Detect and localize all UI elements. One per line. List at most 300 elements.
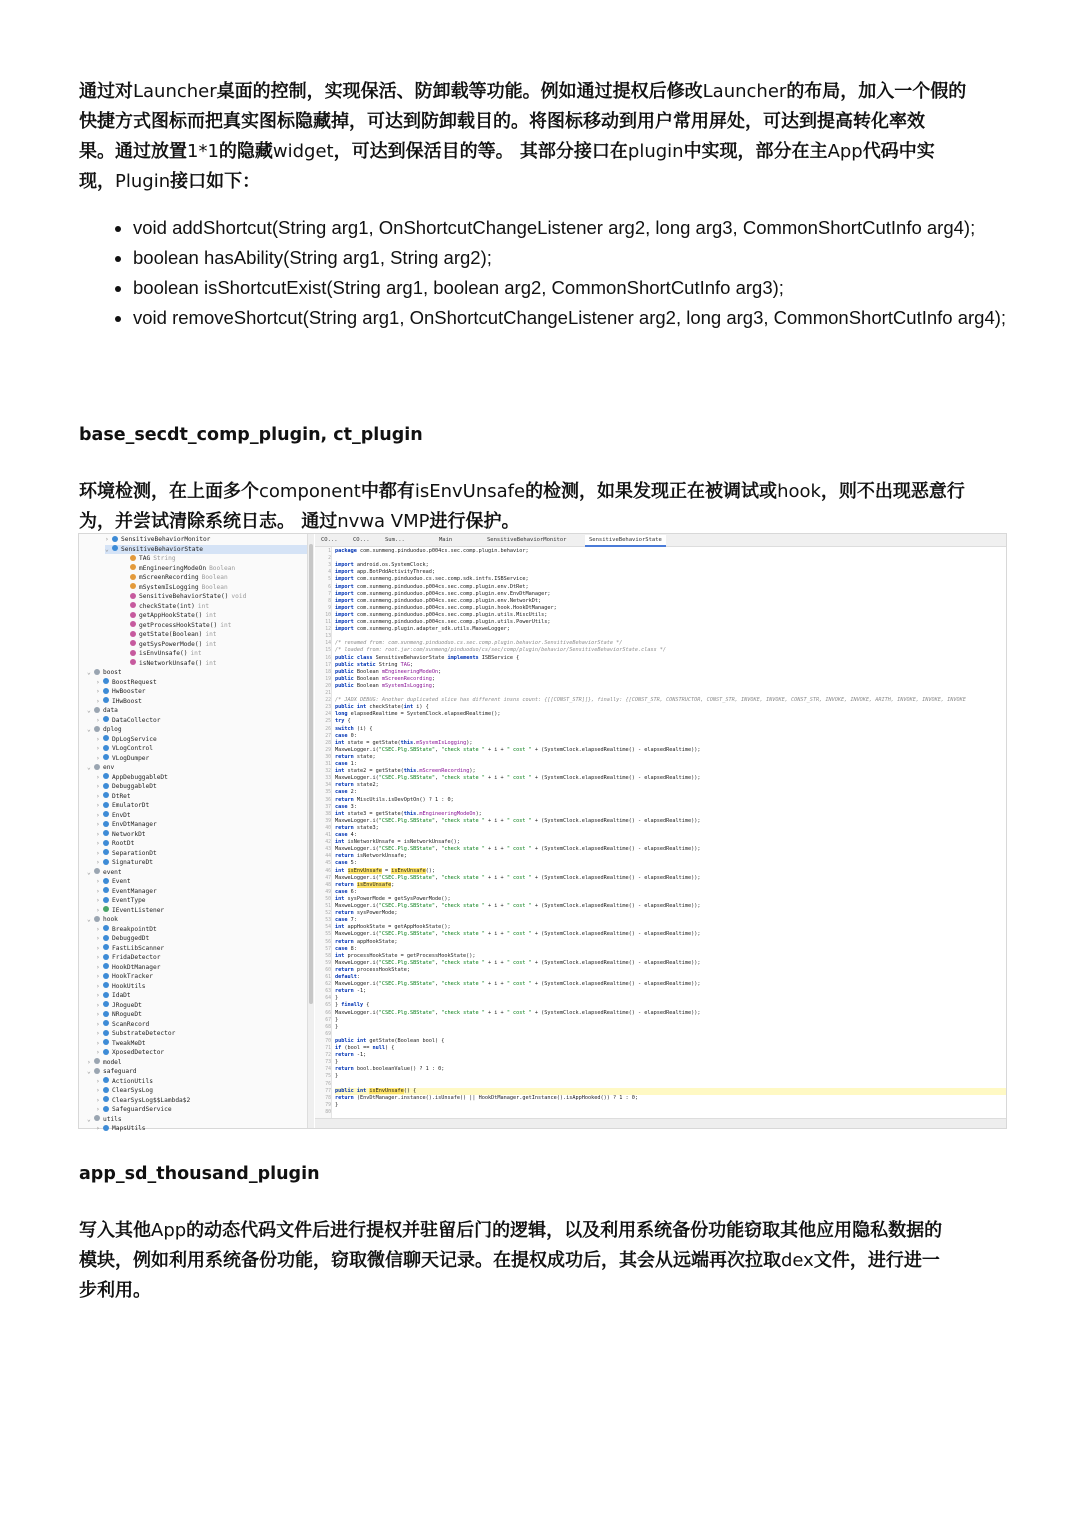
- code-line: [328, 548, 529, 555]
- line-number: 20: [325, 683, 331, 689]
- line-number: 21: [325, 691, 331, 696]
- tree-node[interactable]: [123, 602, 307, 611]
- expand-arrow-icon[interactable]: ›: [96, 802, 100, 809]
- node-type-icon: [103, 783, 109, 789]
- line-number: 25: [325, 719, 331, 725]
- tree-node-label: HookDtManager: [112, 963, 161, 971]
- tree-node[interactable]: [123, 564, 307, 573]
- tree-node[interactable]: [123, 649, 307, 658]
- tree-node[interactable]: [105, 535, 307, 544]
- code-line: [325, 817, 701, 825]
- expand-arrow-icon[interactable]: ›: [96, 963, 100, 971]
- expand-arrow-icon[interactable]: ›: [96, 1106, 100, 1113]
- expand-arrow-icon[interactable]: ›: [96, 897, 100, 904]
- line-number: 12: [325, 627, 331, 633]
- line-number: 62: [325, 982, 331, 988]
- tree-node-label: BoostRequest: [112, 678, 157, 686]
- code-text: MaxweLogger.i("CSEC.Plg.SBState", "check state " + i + " cost " + (SystemClock.elapsedRealtime() - elapsedRealtime));: [335, 981, 701, 988]
- tree-node[interactable]: [96, 1029, 307, 1038]
- expand-arrow-icon[interactable]: ⌄: [87, 868, 91, 876]
- tree-node-label: HookUtils: [112, 982, 146, 990]
- node-type-icon: [94, 669, 100, 675]
- code-text: /* JADX DEBUG: Another duplicated slice has different insns count: {[[CONST_STR]]}, finally: {[CONST_STR, CONSTRUCTOR, CONST_STR, INVOKE, INVOKE, CONST_STR, INVOKE, INVOKE, ARITH, INVOKE, INVOKE, INVOKE: [335, 697, 966, 704]
- tree-node-label: env: [103, 764, 115, 771]
- node-type-icon: [103, 878, 109, 884]
- code-line: [325, 860, 357, 867]
- editor-tab[interactable]: CO...: [353, 537, 370, 543]
- code-line: [325, 682, 435, 690]
- expand-arrow-icon[interactable]: ›: [96, 944, 100, 952]
- code-line: [325, 945, 357, 953]
- code-text: /* renamed from: com.xunmeng.pinduoduo.cs.sec.comp.plugin.behavior.SensitiveBehaviorState */: [335, 640, 623, 647]
- tree-node[interactable]: [96, 678, 307, 687]
- tree-node[interactable]: [96, 716, 307, 725]
- decompiler-screenshot: [78, 533, 1007, 1132]
- node-type-icon: [103, 935, 109, 941]
- tree-node-label: JRogueDt: [112, 1001, 142, 1009]
- node-type-icon: [103, 811, 109, 817]
- code-line: [325, 867, 435, 875]
- tree-node[interactable]: [96, 811, 307, 820]
- node-type-icon: [103, 954, 109, 960]
- expand-arrow-icon[interactable]: ›: [96, 1087, 100, 1094]
- expand-arrow-icon[interactable]: ›: [96, 1096, 100, 1104]
- line-number: 58: [325, 953, 331, 959]
- line-number: 35: [325, 790, 331, 796]
- node-type-icon: [103, 982, 109, 988]
- tree-node-label: getState(Boolean): [139, 631, 203, 638]
- tree-node-label: VLogControl: [112, 745, 153, 752]
- tree-node[interactable]: [123, 592, 307, 601]
- code-line: [325, 725, 373, 733]
- expand-arrow-icon[interactable]: ›: [96, 716, 100, 724]
- line-number: 17: [325, 662, 331, 668]
- code-text: case 2:: [335, 789, 357, 796]
- code-text: case 6:: [335, 888, 357, 895]
- section-heading-thousand: app_sd_thousand_plugin: [79, 1164, 320, 1184]
- thousand-plugin-paragraph: [79, 1216, 1004, 1306]
- tree-node-label: NetworkDt: [112, 830, 146, 838]
- tree-node[interactable]: [96, 982, 307, 991]
- code-text: /* loaded from: root.jar:com/xunmeng/pinduoduo/cs/sec/comp/plugin/behavior/SensitiveBehaviorState.class */: [335, 647, 667, 654]
- code-text: return isEnvUnsafe;: [335, 881, 395, 888]
- code-text: int isNetworkUnsafe = isNetworkUnsafe();: [335, 839, 460, 846]
- line-number: 6: [328, 584, 331, 590]
- expand-arrow-icon[interactable]: ›: [96, 830, 100, 838]
- node-type-icon: [103, 754, 109, 760]
- code-line: [325, 981, 701, 988]
- tree-node[interactable]: [96, 972, 307, 981]
- code-line: [325, 810, 482, 818]
- expand-arrow-icon[interactable]: ›: [96, 811, 100, 819]
- line-number: 7: [328, 591, 331, 597]
- code-line: [325, 732, 357, 740]
- tree-node-label: IHwBoost: [112, 697, 142, 705]
- line-number: 49: [325, 889, 331, 895]
- tree-node-label: SensitiveBehaviorMonitor: [121, 536, 211, 543]
- intro-line-2: 快捷方式图标而把真实图标隐藏掉，可达到防卸载目的。将图标移动到用户常用屏处，可达到提高转化率效: [79, 111, 925, 132]
- tree-scrollbar-thumb[interactable]: [309, 544, 313, 1004]
- tree-node[interactable]: [87, 1115, 307, 1124]
- intro-paragraph: [79, 77, 1004, 197]
- tree-node[interactable]: [96, 1077, 307, 1086]
- expand-arrow-icon[interactable]: ›: [96, 697, 100, 705]
- line-number: 70: [325, 1038, 331, 1044]
- line-number: 47: [325, 875, 331, 881]
- code-line: [328, 590, 551, 598]
- tree-node-label: model: [103, 1058, 122, 1066]
- tree-node-label: isNetworkUnsafe(): [139, 659, 203, 667]
- code-line: [325, 952, 476, 960]
- expand-arrow-icon[interactable]: ›: [96, 982, 100, 990]
- tree-node[interactable]: [96, 782, 307, 791]
- tree-node[interactable]: [96, 1010, 307, 1019]
- tree-node[interactable]: [96, 1105, 307, 1114]
- tree-node[interactable]: [96, 830, 307, 839]
- code-text: int isEnvUnsafe = isEnvUnsafe();: [335, 867, 435, 874]
- code-line: [325, 711, 501, 718]
- code-line: [325, 718, 351, 725]
- tree-node-label: ClearSysLog$$Lambda$2: [112, 1096, 191, 1104]
- tree-node-label: SubstrateDetector: [112, 1030, 176, 1037]
- tree-node[interactable]: [96, 963, 307, 972]
- node-type-icon: [103, 1125, 109, 1131]
- list-item: • boolean hasAbility(String arg1, String arg2);: [133, 243, 1033, 273]
- tree-node-type: void: [231, 593, 247, 600]
- tree-node-label: DebuggableDt: [112, 783, 157, 790]
- expand-arrow-icon[interactable]: ›: [96, 840, 100, 847]
- expand-arrow-icon[interactable]: ›: [96, 878, 100, 885]
- expand-arrow-icon[interactable]: ›: [87, 1058, 91, 1066]
- plugin-interface-list: [108, 213, 1033, 333]
- tree-node[interactable]: [96, 801, 307, 810]
- line-number: 11: [325, 620, 331, 625]
- tree-node-label: EventType: [112, 897, 146, 904]
- expand-arrow-icon[interactable]: ›: [96, 1001, 100, 1009]
- expand-arrow-icon[interactable]: ›: [96, 792, 100, 800]
- tree-node-type: Boolean: [209, 564, 236, 572]
- code-text: case 1:: [335, 761, 357, 767]
- node-type-icon: [130, 621, 136, 627]
- line-number: 36: [325, 797, 331, 803]
- tree-node-label: MapsUtils: [112, 1125, 146, 1132]
- code-line: [325, 1052, 367, 1059]
- tree-node[interactable]: [87, 668, 307, 677]
- tree-node-label: mEngineeringModeOn: [139, 564, 207, 572]
- line-number: 48: [325, 882, 331, 888]
- line-number: 55: [325, 932, 331, 938]
- line-number: 61: [325, 975, 331, 980]
- node-type-icon: [103, 716, 109, 722]
- node-type-icon: [103, 792, 109, 798]
- code-text: }: [335, 1059, 339, 1066]
- code-line: [325, 917, 357, 924]
- expand-arrow-icon[interactable]: ›: [96, 1020, 100, 1028]
- tree-node-type: int: [205, 612, 217, 619]
- line-number: 59: [325, 960, 331, 966]
- tree-node-label: HwBooster: [112, 688, 146, 695]
- code-text: MaxweLogger.i("CSEC.Plg.SBState", "check state " + i + " cost " + (SystemClock.elapsedRealtime() - elapsedRealtime));: [335, 817, 701, 824]
- tree-node[interactable]: [96, 687, 307, 696]
- expand-arrow-icon[interactable]: ›: [96, 954, 100, 961]
- tree-node[interactable]: [123, 554, 307, 563]
- tree-node[interactable]: [96, 744, 307, 753]
- code-text: } finally {: [335, 1002, 370, 1009]
- node-type-icon: [130, 631, 136, 637]
- tree-node-label: ScanRecord: [112, 1020, 150, 1028]
- line-number: 31: [325, 762, 331, 767]
- editor-tab[interactable]: Main: [439, 537, 453, 543]
- tree-node[interactable]: [123, 640, 307, 649]
- line-number: 74: [325, 1067, 331, 1073]
- code-text: import com.xunmeng.pinduoduo.p004cs.sec.comp.plugin.env.EnvDtManager;: [335, 590, 551, 597]
- line-number: 40: [325, 825, 331, 831]
- expand-arrow-icon[interactable]: ›: [96, 773, 100, 781]
- node-type-icon: [94, 764, 100, 770]
- code-text: import com.xunmeng.pinduoduo.p004cs.sec.comp.plugin.utils.MiscUtils;: [335, 611, 548, 618]
- tree-node[interactable]: [96, 906, 307, 915]
- expand-arrow-icon[interactable]: ›: [96, 754, 100, 762]
- tree-node[interactable]: [96, 1096, 307, 1105]
- expand-arrow-icon[interactable]: ›: [96, 935, 100, 942]
- tree-node-label: RootDt: [112, 840, 135, 847]
- tree-node[interactable]: [96, 934, 307, 943]
- tree-node-label: SeparationDt: [112, 849, 157, 857]
- expand-arrow-icon[interactable]: ›: [96, 678, 100, 686]
- node-type-icon: [103, 1049, 109, 1055]
- node-type-icon: [103, 1020, 109, 1026]
- line-number: 27: [325, 733, 331, 739]
- tree-node[interactable]: [96, 1039, 307, 1048]
- code-text: public static String TAG;: [335, 661, 414, 668]
- expand-arrow-icon[interactable]: ›: [96, 1077, 100, 1085]
- code-line: [325, 619, 551, 626]
- expand-arrow-icon[interactable]: ›: [96, 688, 100, 695]
- tree-node[interactable]: [96, 991, 307, 1000]
- tree-node[interactable]: [123, 621, 307, 630]
- line-number: 29: [325, 747, 331, 753]
- expand-arrow-icon[interactable]: ›: [96, 849, 100, 857]
- expand-arrow-icon[interactable]: ›: [105, 536, 109, 543]
- tree-node[interactable]: [87, 915, 307, 924]
- tree-node-label: TAG: [139, 555, 151, 562]
- code-text: return state3;: [335, 824, 379, 831]
- tree-node[interactable]: [96, 877, 307, 886]
- env-check-paragraph: [79, 477, 1004, 537]
- line-number: 56: [325, 939, 331, 945]
- node-type-icon: [103, 887, 109, 893]
- code-text: public int getState(Boolean bool) {: [335, 1037, 445, 1044]
- tree-node[interactable]: [96, 792, 307, 801]
- tree-node[interactable]: [96, 1048, 307, 1057]
- editor-tab[interactable]: SensitiveBehaviorState: [585, 535, 666, 547]
- node-type-icon: [103, 1077, 109, 1083]
- code-text: switch (i) {: [335, 725, 373, 732]
- line-number: 65: [325, 1003, 331, 1009]
- code-line: [325, 910, 398, 917]
- tree-node[interactable]: [96, 849, 307, 858]
- node-type-icon: [103, 697, 109, 703]
- node-type-icon: [103, 992, 109, 998]
- line-number: 77: [325, 1088, 331, 1094]
- line-number: 32: [325, 769, 331, 775]
- tree-node-type: int: [205, 631, 217, 638]
- tree-node[interactable]: [96, 1020, 307, 1029]
- line-number: 1: [328, 549, 331, 554]
- tree-node[interactable]: [87, 1058, 307, 1067]
- tree-node[interactable]: [96, 896, 307, 905]
- line-number: 73: [325, 1060, 331, 1066]
- code-line: [325, 739, 473, 747]
- code-line: [325, 640, 623, 647]
- code-text: MaxweLogger.i("CSEC.Plg.SBState", "check state " + i + " cost " + (SystemClock.elapsedRealtime() - elapsedRealtime));: [335, 874, 701, 881]
- tree-node[interactable]: [123, 583, 307, 592]
- expand-arrow-icon[interactable]: ›: [96, 1049, 100, 1056]
- expand-arrow-icon[interactable]: ›: [96, 745, 100, 752]
- code-line: [325, 1101, 339, 1109]
- line-number: 33: [325, 776, 331, 782]
- line-number: 51: [325, 904, 331, 909]
- tree-node[interactable]: [123, 630, 307, 639]
- code-text: public Boolean mEngineeringModeOn;: [335, 668, 442, 675]
- tree-node[interactable]: [123, 611, 307, 620]
- code-text: int state2 = getState(this.mScreenRecording);: [335, 768, 476, 775]
- code-line: [325, 1087, 1006, 1095]
- tree-node[interactable]: [96, 839, 307, 848]
- node-type-icon: [103, 1011, 109, 1017]
- code-text: import com.xunmeng.pinduoduo.cs.sec.comp.sdk.intfs.ISBService;: [335, 576, 529, 583]
- tree-node-label: DpLogService: [112, 735, 157, 743]
- expand-arrow-icon[interactable]: ⌄: [87, 1068, 91, 1075]
- tree-node[interactable]: [96, 735, 307, 744]
- tree-node[interactable]: [87, 868, 307, 877]
- node-type-icon: [130, 659, 136, 665]
- tree-node[interactable]: [96, 887, 307, 896]
- code-text: return -1;: [335, 988, 367, 995]
- code-text: return MiscUtils.isDevOptOn() ? 1 : 0;: [335, 796, 454, 803]
- tree-node-label: getAppHookState(): [139, 612, 203, 619]
- expand-arrow-icon[interactable]: ›: [96, 925, 100, 933]
- expand-arrow-icon[interactable]: ›: [96, 783, 100, 790]
- tree-node[interactable]: [96, 1001, 307, 1010]
- code-line: [325, 966, 410, 974]
- node-type-icon: [103, 840, 109, 846]
- expand-arrow-icon[interactable]: ›: [96, 1125, 100, 1132]
- expand-arrow-icon[interactable]: ›: [96, 992, 100, 999]
- node-type-icon: [103, 678, 109, 684]
- line-number: 75: [325, 1074, 331, 1080]
- tree-node[interactable]: [96, 820, 307, 829]
- node-type-icon: [103, 1087, 109, 1093]
- line-number: 37: [325, 804, 331, 810]
- tree-node[interactable]: [123, 573, 307, 582]
- tree-node[interactable]: [96, 697, 307, 706]
- thousand-line-3: 步利用。: [79, 1280, 151, 1301]
- code-line: [325, 846, 701, 853]
- expand-arrow-icon[interactable]: ›: [96, 1039, 100, 1047]
- code-text: public int checkState(int i) {: [335, 704, 429, 711]
- tree-node[interactable]: [105, 545, 307, 554]
- node-type-icon: [94, 1068, 100, 1074]
- expand-arrow-icon[interactable]: ›: [96, 821, 100, 828]
- code-line: [325, 853, 407, 860]
- tree-node[interactable]: [96, 944, 307, 953]
- tree-node-label: XposedDetector: [112, 1049, 165, 1056]
- intro-line-1: 通过对Launcher桌面的控制，实现保活、防卸载等功能。例如通过提权后修改Launcher的布局，加入一个假的: [79, 81, 967, 102]
- expand-arrow-icon[interactable]: ›: [96, 887, 100, 895]
- code-line: [325, 895, 451, 903]
- line-number: 67: [325, 1017, 331, 1023]
- tree-node-label: isEnvUnsafe(): [139, 650, 188, 657]
- node-type-icon: [130, 583, 136, 589]
- intro-line-4: 现，Plugin接口如下：: [79, 171, 261, 192]
- expand-arrow-icon[interactable]: ›: [96, 973, 100, 980]
- tree-node[interactable]: [96, 858, 307, 867]
- expand-arrow-icon[interactable]: ›: [96, 906, 100, 914]
- tree-node-label: AppDebuggableDt: [112, 773, 168, 781]
- expand-arrow-icon[interactable]: ›: [96, 859, 100, 866]
- node-type-icon: [103, 1030, 109, 1036]
- list-item: • void addShortcut(String arg1, OnShortcutChangeListener arg2, long arg3, CommonShortCutInfo arg4);: [133, 213, 1033, 243]
- tree-node[interactable]: [87, 1067, 307, 1076]
- expand-arrow-icon[interactable]: ›: [96, 735, 100, 743]
- expand-arrow-icon[interactable]: ⌄: [87, 1115, 91, 1123]
- code-text: }: [335, 1023, 339, 1030]
- tree-node[interactable]: [96, 754, 307, 763]
- line-number: 9: [328, 605, 331, 611]
- node-type-icon: [94, 916, 100, 922]
- tree-node-label: EventManager: [112, 887, 157, 895]
- expand-arrow-icon[interactable]: ›: [96, 1030, 100, 1037]
- node-type-icon: [130, 650, 136, 656]
- node-type-icon: [103, 1106, 109, 1112]
- node-type-icon: [103, 735, 109, 741]
- tree-node[interactable]: [96, 1086, 307, 1095]
- line-number: 26: [325, 726, 331, 732]
- tree-node-label: hook: [103, 916, 118, 923]
- tree-node-label: DtRet: [112, 792, 131, 800]
- tree-node[interactable]: [96, 773, 307, 782]
- code-line: [325, 746, 701, 754]
- tree-node[interactable]: [87, 725, 307, 734]
- node-type-icon: [130, 602, 136, 608]
- expand-arrow-icon[interactable]: ⌄: [105, 545, 109, 553]
- code-text: case 8:: [335, 945, 357, 952]
- editor-tab[interactable]: Sum...: [385, 537, 405, 543]
- node-type-icon: [103, 859, 109, 865]
- editor-tab[interactable]: CO...: [321, 537, 338, 543]
- line-number: 64: [325, 996, 331, 1002]
- tree-node[interactable]: [96, 953, 307, 962]
- code-text: if (bool == null) {: [335, 1045, 395, 1051]
- expand-arrow-icon[interactable]: ⌄: [87, 707, 91, 714]
- expand-arrow-icon[interactable]: ⌄: [87, 916, 91, 923]
- editor-tab[interactable]: SensitiveBehaviorMonitor: [487, 537, 567, 543]
- tree-node[interactable]: [123, 659, 307, 668]
- tree-node[interactable]: [87, 763, 307, 772]
- expand-arrow-icon[interactable]: ⌄: [87, 669, 91, 676]
- node-type-icon: [103, 688, 109, 694]
- code-text: return bool.booleanValue() ? 1 : 0;: [335, 1066, 445, 1073]
- tree-node[interactable]: [96, 1124, 307, 1133]
- node-type-icon: [103, 830, 109, 836]
- code-line: [325, 1066, 445, 1073]
- expand-arrow-icon[interactable]: ›: [96, 1011, 100, 1018]
- tree-node[interactable]: [96, 925, 307, 934]
- tree-node[interactable]: [87, 706, 307, 715]
- expand-arrow-icon[interactable]: ⌄: [87, 764, 91, 771]
- expand-arrow-icon[interactable]: ⌄: [87, 726, 91, 733]
